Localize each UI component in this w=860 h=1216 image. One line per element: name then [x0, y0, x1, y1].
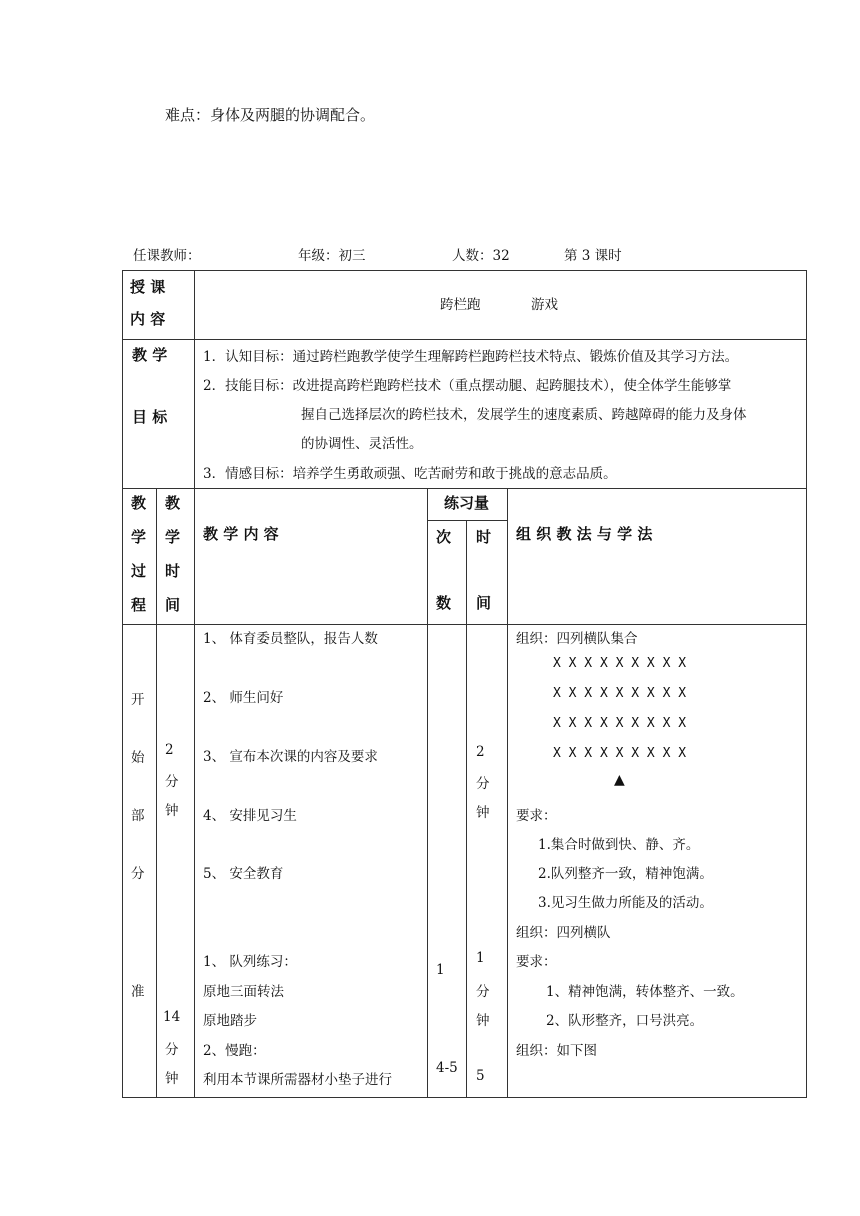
- prep-phase-label: 准: [131, 984, 145, 1000]
- goal-cognitive: 1．认知目标：通过跨栏跑教学使学生理解跨栏跑跨栏技术特点、锻炼价值及其学习方法。: [203, 349, 739, 365]
- prep-item-3: 原地踏步: [203, 1013, 257, 1029]
- goal-skill-cont2: 的协调性、灵活性。: [301, 436, 423, 452]
- prep-item-2: 原地三面转法: [203, 984, 284, 1000]
- goal-skill-cont: 握自己选择层次的跨栏技术，发展学生的速度素质、跨越障碍的能力及身体: [301, 407, 747, 423]
- prep-org-2: 组织：如下图: [516, 1043, 597, 1059]
- goal-skill: 2．技能目标：改进提高跨栏跑跨栏技术（重点摆动腿、起跨腿技术），使全体学生能够掌: [203, 378, 732, 394]
- grade-label: 年级：初三: [298, 248, 366, 264]
- goals-label-top: 教 学: [132, 346, 168, 364]
- goals-label-bottom: 目 标: [132, 408, 168, 426]
- start-item-3: 3、 宣布本次课的内容及要求: [203, 749, 378, 765]
- start-item-2: 2、 师生问好: [203, 690, 284, 706]
- prep-times-1: 1: [436, 962, 445, 978]
- start-item-4: 4、 安排见习生: [203, 808, 297, 824]
- header-method: 组 织 教 法 与 学 法: [516, 525, 653, 543]
- header-content: 教 学 内 容: [203, 525, 279, 543]
- teacher-label: 任课教师：: [133, 248, 201, 264]
- prep-item-5: 利用本节课所需器材小垫子进行: [203, 1072, 392, 1088]
- start-item-1: 1、 体育委员整队，报告人数: [203, 631, 378, 647]
- content-item-game: 游戏: [531, 297, 558, 313]
- prep-item-4: 2、慢跑：: [203, 1043, 266, 1059]
- prep-item-1: 1、 队列练习：: [203, 954, 297, 970]
- content-label-bottom: 内 容: [130, 310, 166, 328]
- teacher-triangle-icon: ▲: [614, 772, 625, 788]
- start-org-title: 组织：四列横队集合: [516, 631, 638, 647]
- start-req-3: 3.见习生做力所能及的活动。: [538, 895, 713, 911]
- start-req-1: 1.集合时做到快、静、齐。: [538, 837, 700, 853]
- goal-emotion: 3．情感目标：培养学生勇敢顽强、吃苦耐劳和敢于挑战的意志品质。: [203, 466, 617, 482]
- prep-req-2: 2、队形整齐，口号洪亮。: [546, 1013, 704, 1029]
- lesson-label: 第 3 课时: [564, 248, 622, 264]
- difficulty-text: 难点：身体及两腿的协调配合。: [165, 106, 376, 124]
- start-item-5: 5、 安全教育: [203, 866, 284, 882]
- content-label-top: 授 课: [130, 278, 166, 296]
- header-practice: 练习量: [444, 494, 490, 512]
- prep-times-2: 4-5: [436, 1060, 458, 1076]
- start-req-title: 要求：: [516, 808, 557, 824]
- prep-req-title: 要求：: [516, 954, 557, 970]
- content-item-hurdle: 跨栏跑: [440, 297, 481, 313]
- prep-org-1: 组织：四列横队: [516, 925, 611, 941]
- count-label: 人数：32: [452, 248, 510, 264]
- start-req-2: 2.队列整齐一致，精神饱满。: [538, 866, 713, 882]
- prep-req-1: 1、精神饱满，转体整齐、一致。: [546, 984, 744, 1000]
